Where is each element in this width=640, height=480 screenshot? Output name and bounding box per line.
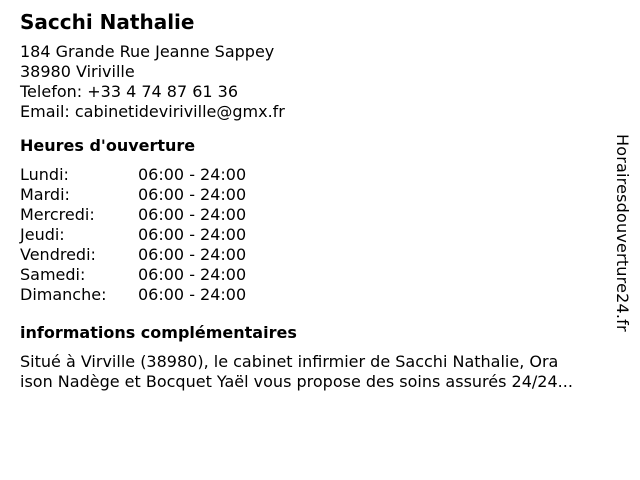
hours-day: Dimanche: (20, 285, 107, 304)
address-city: 38980 Viriville (20, 62, 135, 81)
hours-row-thursday (20, 225, 610, 245)
hours-day: Samedi: (20, 265, 86, 284)
hours-row-sunday (20, 285, 610, 305)
hours-day: Jeudi: (20, 225, 65, 244)
business-name: Sacchi Nathalie (20, 10, 195, 34)
hours-time: 06:00 - 24:00 (138, 285, 247, 304)
opening-hours-list (20, 165, 610, 305)
site-brand-watermark: Horairesdouverture24.fr (613, 134, 632, 332)
hours-row-friday (20, 245, 610, 265)
additional-info-line-1: Situé à Virville (38980), le cabinet infirmier de Sacchi Nathalie, Ora (20, 352, 559, 371)
hours-day: Mercredi: (20, 205, 95, 224)
hours-row-tuesday (20, 185, 610, 205)
business-card (20, 10, 610, 392)
phone-number: Telefon: +33 4 74 87 61 36 (20, 82, 239, 101)
hours-day: Mardi: (20, 185, 70, 204)
address-street: 184 Grande Rue Jeanne Sappey (20, 42, 275, 61)
hours-row-saturday (20, 265, 610, 285)
hours-time: 06:00 - 24:00 (138, 205, 247, 224)
hours-time: 06:00 - 24:00 (138, 185, 247, 204)
hours-time: 06:00 - 24:00 (138, 165, 247, 184)
additional-info-heading: informations complémentaires (20, 323, 297, 342)
hours-row-monday (20, 165, 610, 185)
hours-time: 06:00 - 24:00 (138, 265, 247, 284)
additional-info-line-2: ison Nadège et Bocquet Yaël vous propose des soins assurés 24/24... (20, 372, 573, 391)
hours-time: 06:00 - 24:00 (138, 225, 247, 244)
hours-row-wednesday (20, 205, 610, 225)
email-address: Email: cabinetideviriville@gmx.fr (20, 102, 285, 121)
hours-day: Vendredi: (20, 245, 96, 264)
hours-day: Lundi: (20, 165, 69, 184)
hours-time: 06:00 - 24:00 (138, 245, 247, 264)
opening-hours-heading: Heures d'ouverture (20, 136, 196, 155)
